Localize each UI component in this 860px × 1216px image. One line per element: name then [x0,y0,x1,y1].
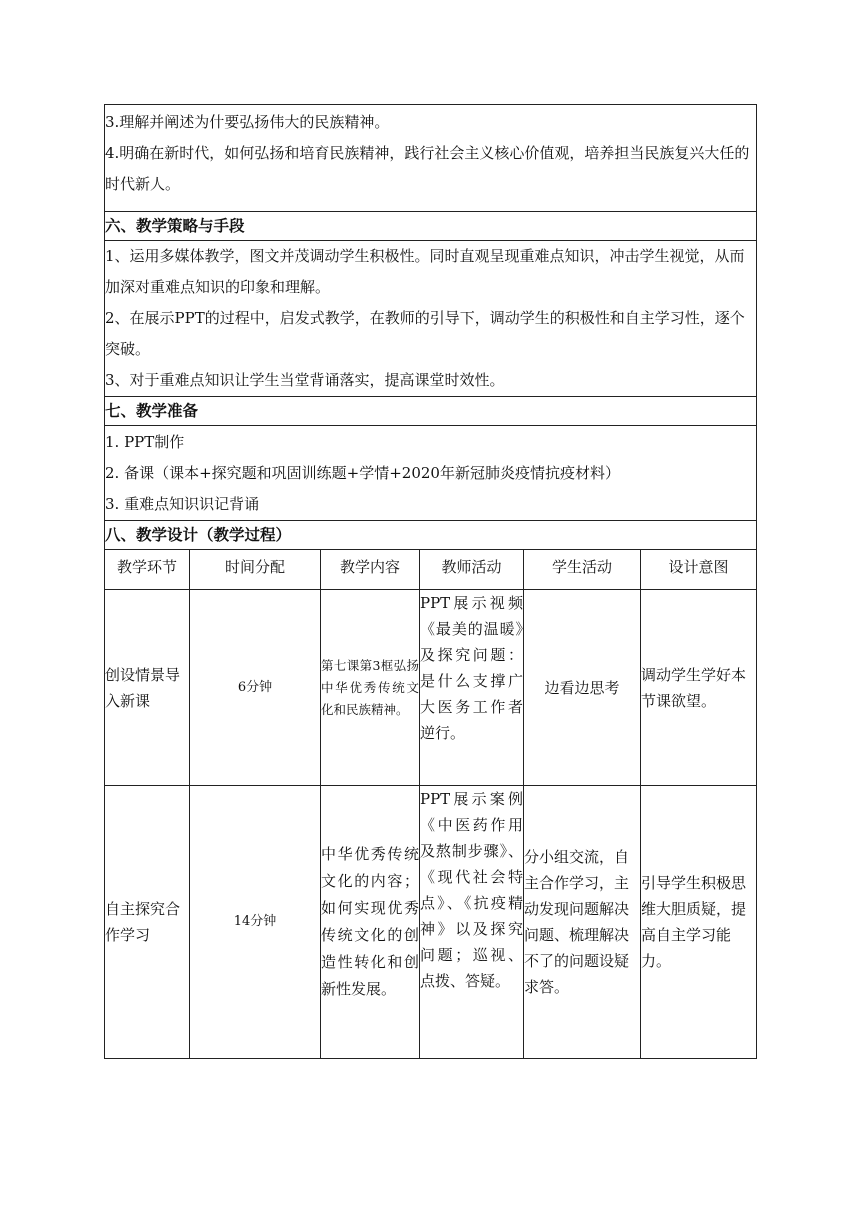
prep-item-2: 2. 备课（课本+探究题和巩固训练题+学情+2020年新冠肺炎疫情抗疫材料） [105,464,620,482]
content-cell: 第七课第3框弘扬中华优秀传统文化和民族精神。 [321,590,420,786]
prep-item-1: 1. PPT制作 [105,433,185,451]
objectives-row [105,105,757,212]
stage-cell: 自主探究合作学习 [105,786,190,1059]
teacher-activity-cell: PPT展示案例《中医药作用及熬制步骤》、《现代社会特点》、《抗疫精神》以及探究问题；巡视、点拨、答疑。 [420,786,524,1059]
section8-header-row [105,521,757,550]
strategy-item-3: 3、对于重难点知识让学生当堂背诵落实，提高课堂时效性。 [105,371,505,389]
stage-cell: 创设情景导入新课 [105,590,190,786]
strategy-item-2: 2、在展示PPT的过程中，启发式教学，在教师的引导下，调动学生的积极性和自主学习性，逐个突破。 [105,309,745,358]
column-header: 时间分配 [190,550,321,590]
time-cell: 6分钟 [190,590,321,786]
time-cell: 14分钟 [190,786,321,1059]
process-table-header [105,550,757,590]
student-activity-cell: 边看边思考 [524,590,641,786]
column-header: 教学环节 [105,550,190,590]
table-row [105,786,757,1059]
section7-title: 七、教学准备 [105,397,757,426]
student-activity-cell: 分小组交流，自主合作学习，主动发现问题解决问题、梳理解决不了的问题设疑求答。 [524,786,641,1059]
lesson-plan-table [104,104,757,1059]
column-header: 设计意图 [641,550,757,590]
section6-title: 六、教学策略与手段 [105,212,757,241]
section6-header-row [105,212,757,241]
content-cell: 中华优秀传统文化的内容；如何实现优秀传统文化的创造性转化和创新性发展。 [321,786,420,1059]
column-header: 教学内容 [321,550,420,590]
strategy-item-1: 1、运用多媒体教学，图文并茂调动学生积极性。同时直观呈现重难点知识，冲击学生视觉，从而加深对重难点知识的印象和理解。 [105,247,745,296]
section7-body-row [105,426,757,521]
objective-4: 4.明确在新时代，如何弘扬和培育民族精神，践行社会主义核心价值观，培养担当民族复兴大任的时代新人。 [105,144,750,193]
section8-title: 八、教学设计（教学过程） [105,521,757,550]
section7-header-row [105,397,757,426]
design-intent-cell: 调动学生学好本节课欲望。 [641,590,757,786]
table-row [105,590,757,786]
design-intent-cell: 引导学生积极思维大胆质疑，提高自主学习能力。 [641,786,757,1059]
column-header: 教师活动 [420,550,524,590]
teacher-activity-cell: PPT展示视频《最美的温暖》及探究问题：是什么支撑广大医务工作者逆行。 [420,590,524,786]
section6-body-row [105,241,757,397]
column-header: 学生活动 [524,550,641,590]
prep-item-3: 3. 重难点知识识记背诵 [105,495,260,513]
objective-3: 3.理解并阐述为什要弘扬伟大的民族精神。 [105,113,390,131]
